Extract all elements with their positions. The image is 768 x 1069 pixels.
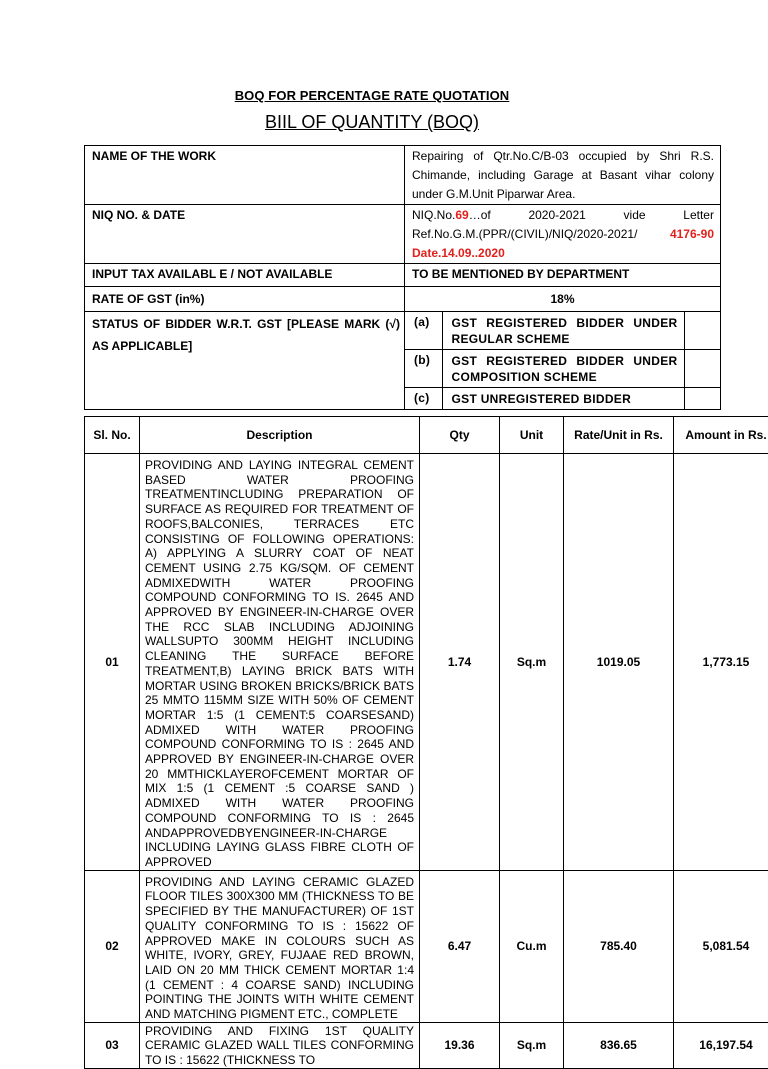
gst-option-b: [405, 350, 720, 388]
col-header-sl-no: Sl. No.: [85, 417, 140, 454]
row-rate: 785.40: [564, 870, 674, 1022]
gst-options-cell: [405, 312, 721, 410]
boq-heading: BOQ FOR PERCENTAGE RATE QUOTATION: [0, 88, 744, 103]
bidder-status-label: STATUS OF BIDDER W.R.T. GST [PLEASE MARK (√) AS APPLICABLE]: [85, 312, 405, 410]
gst-option-key: (c): [405, 388, 442, 410]
niq-year: 2020-2021: [528, 206, 585, 225]
row-rate: 836.65: [564, 1022, 674, 1068]
table-row: [85, 454, 768, 871]
niq-number: 69: [455, 208, 468, 222]
niq-date: Date.14.09..2020: [412, 244, 714, 263]
row-sl-no: 01: [85, 454, 140, 871]
niq-letter: Letter: [683, 206, 714, 225]
bill-of-quantity-title: BIIL OF QUANTITY (BOQ): [0, 112, 744, 133]
row-description: PROVIDING AND FIXING 1ST QUALITY CERAMIC GLAZED WALL TILES CONFORMING TO IS : 15622 (THICKNESS TO: [140, 1022, 420, 1068]
gst-option-text: [442, 312, 684, 350]
items-header-row: [85, 417, 768, 454]
gst-options-table: [405, 312, 720, 409]
gst-option-b-mark-box[interactable]: [684, 350, 720, 388]
boq-items-table: [84, 416, 768, 1069]
row-qty: 6.47: [420, 870, 500, 1022]
table-row: [85, 870, 768, 1022]
table-row: [85, 1022, 768, 1068]
row-unit: Sq.m: [500, 454, 564, 871]
niq-vide: vide: [624, 206, 646, 225]
gst-option-line1: GST REGISTERED BIDDER UNDER: [452, 354, 678, 368]
col-header-amount: Amount in Rs.: [674, 417, 768, 454]
input-tax-label: INPUT TAX AVAILABL E / NOT AVAILABLE: [85, 264, 405, 287]
gst-rate-label: RATE OF GST (in%): [85, 287, 405, 312]
gst-option-text: [442, 388, 684, 410]
input-tax-value: TO BE MENTIONED BY DEPARTMENT: [405, 264, 721, 287]
niq-label: NIQ NO. & DATE: [85, 205, 405, 264]
niq-value: [405, 205, 721, 264]
input-tax-row: [85, 264, 721, 287]
gst-option-a-mark-box[interactable]: [684, 312, 720, 350]
niq-ref-number: 4176-90: [670, 225, 714, 244]
niq-of: …of: [469, 208, 491, 222]
row-unit: Cu.m: [500, 870, 564, 1022]
work-details-table: [84, 145, 721, 410]
gst-rate-value: 18%: [405, 287, 721, 312]
row-qty: 1.74: [420, 454, 500, 871]
row-amount: 5,081.54: [674, 870, 768, 1022]
niq-row: [85, 205, 721, 264]
gst-option-key: (a): [405, 312, 442, 350]
row-rate: 1019.05: [564, 454, 674, 871]
gst-option-a: [405, 312, 720, 350]
row-description: PROVIDING AND LAYING CERAMIC GLAZED FLOOR TILES 300X300 MM (THICKNESS TO BE SPECIFIED BY THE MANUFACTURER) OF 1ST QUALITY CONFORMING TO IS : 15622 OF APPROVED MAKE IN COLOURS SUCH AS WHITE, IVORY, GREY, FUJAAE RED BROWN, LAID ON 20 MM THICK CEMENT MORTAR 1:4 (1 CEMENT : 4 COARSE SAND) INCLUDING POINTING THE JOINTS WITH WHITE CEMENT AND MATCHING PIGMENT ETC., COMPLETE: [140, 870, 420, 1022]
gst-rate-row: [85, 287, 721, 312]
row-qty: 19.36: [420, 1022, 500, 1068]
col-header-rate: Rate/Unit in Rs.: [564, 417, 674, 454]
col-header-qty: Qty: [420, 417, 500, 454]
niq-ref: Ref.No.G.M.(PPR/(CIVIL)/NIQ/2020-2021/: [412, 225, 637, 244]
gst-option-line2: COMPOSITION SCHEME: [452, 369, 678, 385]
gst-option-line1: GST REGISTERED BIDDER UNDER: [452, 316, 678, 330]
bidder-status-row: [85, 312, 721, 410]
niq-prefix: NIQ.No.: [412, 208, 455, 222]
name-of-work-value: Repairing of Qtr.No.C/B-03 occupied by Shri R.S. Chimande, including Garage at Basant vihar colony under G.M.Unit Piparwar Area.: [405, 146, 721, 205]
gst-option-c: [405, 388, 720, 410]
name-of-work-label: NAME OF THE WORK: [85, 146, 405, 205]
gst-option-line1: GST UNREGISTERED BIDDER: [452, 392, 632, 406]
row-unit: Sq.m: [500, 1022, 564, 1068]
gst-option-key: (b): [405, 350, 442, 388]
row-description: PROVIDING AND LAYING INTEGRAL CEMENT BASED WATER PROOFING TREATMENTINCLUDING PREPARATION OF SURFACE AS REQUIRED FOR TREATMENT OF ROOFS,BALCONIES, TERRACES ETC CONSISTING OF FOLLOWING OPERATIONS: A) APPLYING A SLURRY COAT OF NEAT CEMENT USING 2.75 KG/SQM. OF CEMENT ADMIXEDWITH WATER PROOFING COMPOUND CONFORMING TO IS. 2645 AND APPROVED BY ENGINEER-IN-CHARGE OVER THE RCC SLAB INCLUDING ADJOINING WALLSUPTO 300MM HEIGHT INCLUDING CLEANING THE SURFACE BEFORE TREATMENT,B) LAYING BRICK BATS WITH MORTAR USING BROKEN BRICKS/BRICK BATS 25 MMTO 115MM SIZE WITH 50% OF CEMENT MORTAR 1:5 (1 CEMENT:5 COARSESAND) ADMIXED WITH WATER PROOFING COMPOUND CONFORMING TO IS : 2645 AND APPROVED BY ENGINEER-IN-CHARGE OVER 20 MMTHICKLAYEROFCEMENT MORTAR OF MIX 1:5 (1 CEMENT :5 COARSE SAND ) ADMIXED WITH WATER PROOFING COMPOUND CONFORMING TO IS : 2645 ANDAPPROVEDBYENGINEER-IN-CHARGE INCLUDING LAYING GLASS FIBRE CLOTH OF APPROVED: [140, 454, 420, 871]
gst-option-line2: REGULAR SCHEME: [452, 331, 678, 347]
row-sl-no: 02: [85, 870, 140, 1022]
name-of-work-row: [85, 146, 721, 205]
col-header-description: Description: [140, 417, 420, 454]
col-header-unit: Unit: [500, 417, 564, 454]
row-sl-no: 03: [85, 1022, 140, 1068]
row-amount: 1,773.15: [674, 454, 768, 871]
gst-option-text: [442, 350, 684, 388]
gst-option-c-mark-box[interactable]: [684, 388, 720, 410]
row-amount: 16,197.54: [674, 1022, 768, 1068]
